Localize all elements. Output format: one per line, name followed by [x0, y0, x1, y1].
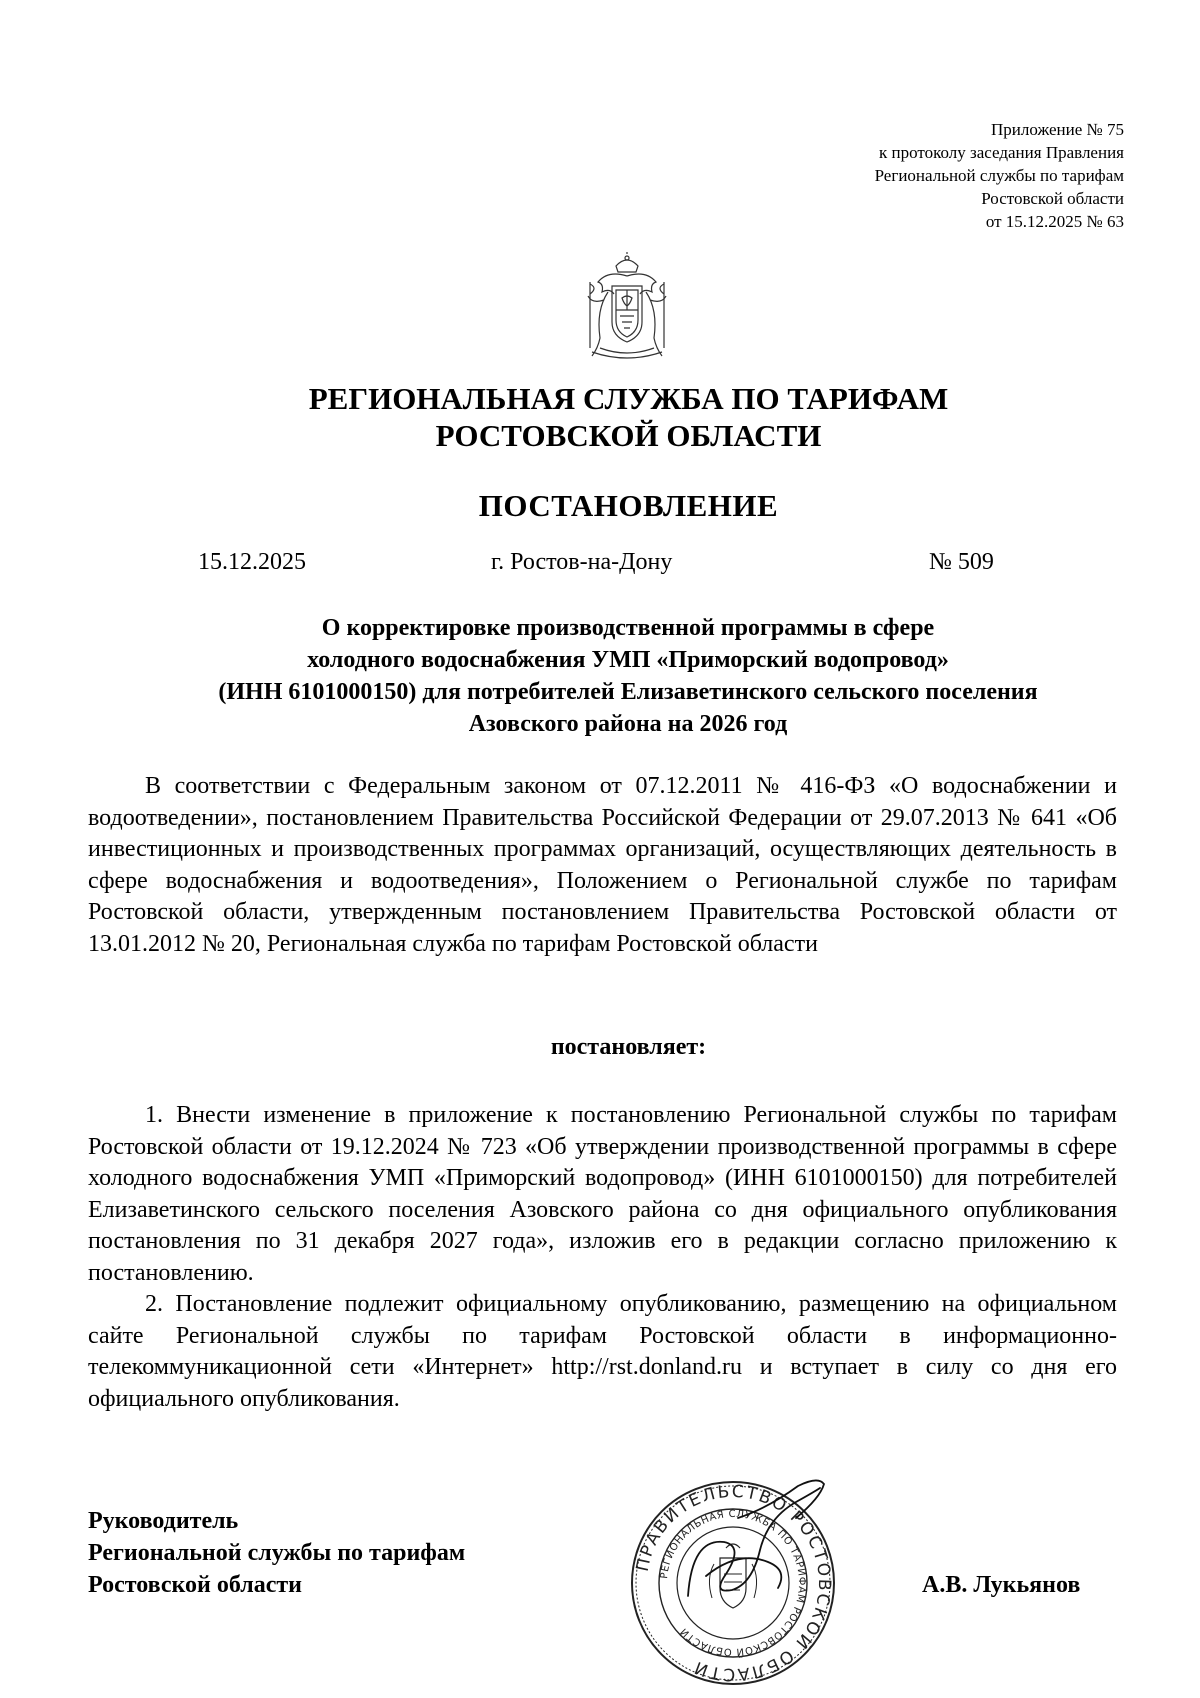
document-date: 15.12.2025	[198, 549, 306, 575]
signer-position	[88, 1505, 465, 1601]
document-type: ПОСТАНОВЛЕНИЕ	[478, 488, 779, 523]
subject-line: (ИНН 6101000150) для потребителей Елизаветинского сельского поселения	[218, 679, 1038, 705]
official-seal-icon	[628, 1478, 838, 1688]
resolution-items	[88, 1100, 1117, 1415]
signer-position-line: Региональной службы по тарифам	[88, 1540, 466, 1566]
subject-line: Азовского района на 2026 год	[468, 711, 788, 737]
appendix-line: от 15.12.2025 № 63	[985, 212, 1124, 231]
subject-line: О корректировке производственной программы в сфере	[321, 615, 935, 641]
seal-outer-text: ПРАВИТЕЛЬСТВО РОСТОВСКОЙ ОБЛАСТИ	[632, 1481, 835, 1685]
signer-name: А.В. Лукьянов	[922, 1572, 1081, 1598]
appendix-line: Ростовской области	[981, 189, 1124, 208]
resolves-heading: постановляет:	[550, 1034, 707, 1060]
coat-of-arms-icon	[578, 252, 676, 364]
appendix-line: к протоколу заседания Правления	[879, 143, 1124, 162]
resolution-item-1: 1. Внести изменение в приложение к постановлению Региональной службы по тарифам Ростовской области от 19.12.2024 № 723 «Об утверждении производственной программы в сфере холодного водоснабжения УМП «Приморский водопровод» (ИНН 6101000150) для потребителей Елизаветинского сельского поселения Азовского района со дня официального опубликования постановления по 31 декабря 2027 года», изложив его в редакции согласно приложению к постановлению.	[88, 1102, 1117, 1286]
seal-inner-text: РЕГИОНАЛЬНАЯ СЛУЖБА ПО ТАРИФАМ РОСТОВСКОЙ ОБЛАСТИ	[659, 1508, 808, 1658]
document-city: г. Ростов-на-Дону	[491, 549, 673, 575]
organization-name-line: РЕГИОНАЛЬНАЯ СЛУЖБА ПО ТАРИФАМ	[308, 381, 949, 416]
document-subject	[88, 612, 1168, 740]
preamble	[88, 771, 1117, 960]
appendix-note	[875, 118, 1124, 233]
resolution-item-2: 2. Постановление подлежит официальному опубликованию, размещению на официальном сайте Региональной службы по тарифам Ростовской области в информационно-телекоммуникационной сети «Интернет» http://rst.donland.ru и вступает в силу со дня его официального опубликования.	[88, 1291, 1117, 1412]
organization-name	[0, 380, 1200, 454]
subject-line: холодного водоснабжения УМП «Приморский водопровод»	[307, 647, 949, 673]
signer-position-line: Ростовской области	[88, 1572, 302, 1598]
appendix-line: Приложение № 75	[991, 120, 1124, 139]
document-number: № 509	[929, 549, 994, 575]
organization-name-line: РОСТОВСКОЙ ОБЛАСТИ	[435, 418, 822, 453]
preamble-paragraph: В соответствии с Федеральным законом от 07.12.2011 № 416-ФЗ «О водоснабжении и водоотведении», постановлением Правительства Российской Федерации от 29.07.2013 № 641 «Об инвестиционных и производственных программах организаций, осуществляющих деятельность в сфере водоснабжения и водоотведения», Положением о Региональной службе по тарифам Ростовской области, утвержденным постановлением Правительства Ростовской области от 13.01.2012 № 20, Региональная служба по тарифам Ростовской области	[88, 773, 1117, 957]
signer-position-line: Руководитель	[88, 1508, 239, 1534]
appendix-line: Региональной службы по тарифам	[874, 166, 1124, 185]
